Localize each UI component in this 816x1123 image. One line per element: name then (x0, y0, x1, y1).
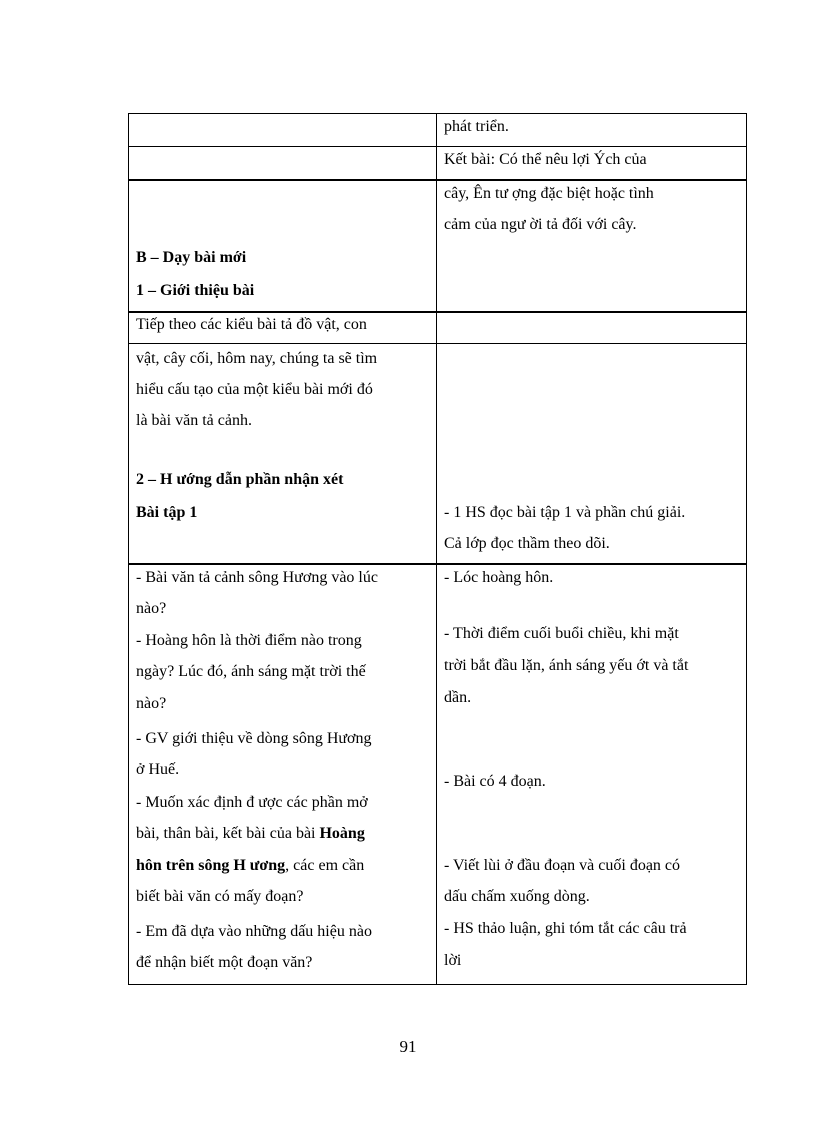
question-text: biết bài văn có mấy đoạn? (136, 888, 304, 905)
question-text (136, 824, 365, 844)
question-text-part: bài, thân bài, kết bài của bài (136, 825, 320, 842)
answer-text: trời bắt đầu lặn, ánh sáng yếu ớt và tắt (444, 657, 689, 674)
question-text: - Bài văn tả cảnh sông Hương vào lúc (136, 569, 378, 586)
table-cell-text: cây, Ên tư ợng đặc biệt hoặc tình (444, 185, 654, 202)
section-heading: 1 – Giới thiệu bài (136, 282, 255, 299)
table-cell-text: Tiếp theo các kiểu bài tả đồ vật, con (136, 316, 367, 333)
answer-text: dần. (444, 689, 472, 706)
lesson-title-text: Hoàng (319, 825, 365, 842)
table-row-divider (128, 311, 747, 313)
table-cell-text: - 1 HS đọc bài tập 1 và phần chú giải. (444, 504, 686, 521)
table-border-right (746, 113, 747, 985)
question-text: nào? (136, 695, 167, 712)
question-text-part: , các em cần (285, 857, 365, 874)
answer-text: - Bài có 4 đoạn. (444, 773, 546, 790)
table-border-left (128, 113, 129, 985)
question-text: - Muốn xác định đ ược các phần mở (136, 794, 368, 811)
answer-text: - Thời điểm cuối buổi chiều, khi mặt (444, 625, 679, 642)
answer-text: - HS thảo luận, ghi tóm tắt các câu trả (444, 920, 687, 937)
question-text: nào? (136, 600, 167, 617)
question-text: - Hoàng hôn là thời điểm nào trong (136, 632, 362, 649)
question-text (136, 856, 364, 876)
section-heading: Bài tập 1 (136, 504, 198, 521)
table-row-divider (128, 179, 747, 181)
table-cell-text: Kết bài: Có thể nêu lợi Ých của (444, 151, 647, 168)
table-cell-text: phát triển. (444, 118, 509, 135)
table-cell-text: vật, cây cối, hôm nay, chúng ta sẽ tìm (136, 350, 378, 367)
table-row-divider (128, 343, 747, 344)
answer-text: - Viết lùi ở đầu đoạn và cuối đoạn có (444, 857, 681, 874)
question-text: ngày? Lúc đó, ánh sáng mặt trời thế (136, 663, 366, 680)
section-heading: 2 – H ướng dẫn phần nhận xét (136, 471, 344, 488)
table-cell-text: là bài văn tả cảnh. (136, 412, 252, 429)
answer-text: lời (444, 952, 462, 969)
table-border-bottom (128, 984, 747, 985)
question-text: - GV giới thiệu về dòng sông Hương (136, 730, 372, 747)
table-border-top (128, 113, 747, 114)
table-column-divider (436, 113, 437, 985)
table-row-divider (128, 146, 747, 147)
section-heading: B – Dạy bài mới (136, 249, 247, 266)
page-number: 91 (399, 1037, 417, 1056)
lesson-title-text: hôn trên sông H ương (136, 857, 286, 874)
table-cell-text: cảm của ngư ời tả đối với cây. (444, 216, 637, 233)
table-cell-text: hiểu cấu tạo của một kiểu bài mới đó (136, 381, 373, 398)
question-text: ở Huế. (136, 761, 180, 778)
question-text: - Em đã dựa vào những dấu hiệu nào (136, 923, 372, 940)
answer-text: dấu chấm xuống dòng. (444, 888, 590, 905)
table-row-divider (128, 563, 747, 565)
question-text: để nhận biết một đoạn văn? (136, 954, 313, 971)
answer-text: - Lóc hoàng hôn. (444, 569, 554, 586)
table-cell-text: Cả lớp đọc thầm theo dõi. (444, 535, 610, 552)
